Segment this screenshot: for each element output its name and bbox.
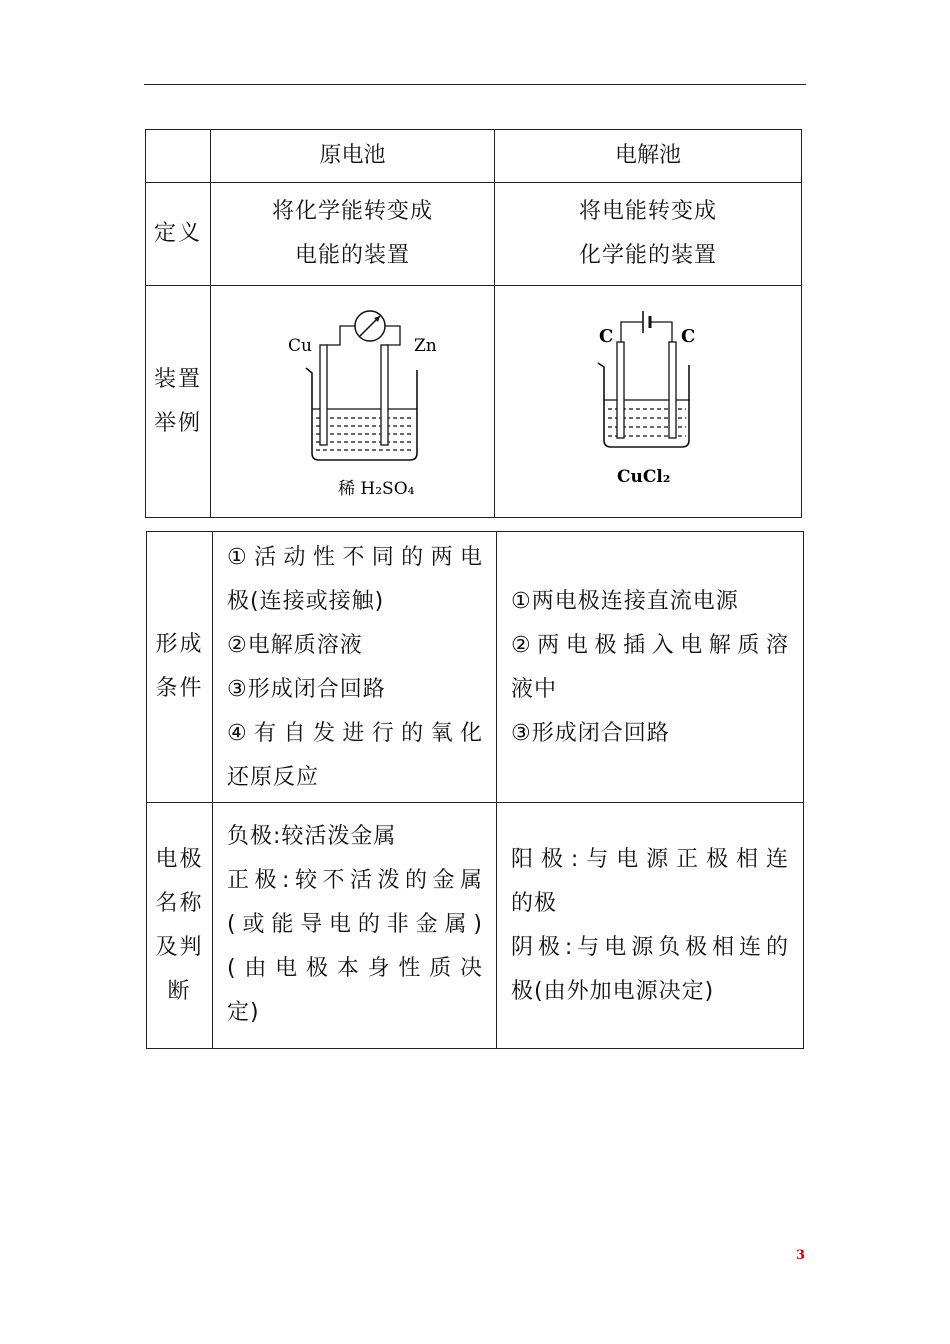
battery-icon <box>643 311 650 333</box>
electrodes-galvanic: 负极:较活泼金属 正极:较不活泼的金属 (或能导电的非金属) (由电极本身性质决 定) <box>227 824 483 1025</box>
conditions-galvanic: ①活动性不同的两电 极(连接或接触) ②电解质溶液 ③形成闭合回路 ④有自发进行的氧化 还原反应 <box>227 545 483 790</box>
galvanic-cell-diagram <box>266 300 466 510</box>
caption-dilute-h2so4: 稀 H₂SO₄ <box>338 479 415 499</box>
row-label-definition: 定义 <box>153 221 202 246</box>
header-galvanic-cell: 原电池 <box>319 143 386 168</box>
ammeter-icon <box>355 311 385 341</box>
definition-electrolytic: 将电能转变成 化学能的装置 <box>578 199 717 268</box>
zn-electrode <box>381 345 388 445</box>
row-label-conditions: 形成 条件 <box>155 632 204 701</box>
row-label-example: 装置 举例 <box>153 367 202 436</box>
caption-cucl2: CuCl₂ <box>617 467 671 487</box>
electrodes-electrolytic: 阳极:与电源正极相连 的极 阴极:与电源负极相连的 极(由外加电源决定) <box>511 847 789 1004</box>
carbon-electrode-right <box>669 342 676 438</box>
page-number: 3 <box>796 1248 806 1263</box>
row-label-electrodes: 电极 名称 及判 断 <box>155 847 204 1004</box>
label-c-right: C <box>681 326 696 347</box>
label-cu: Cu <box>288 336 312 356</box>
comparison-table-bottom <box>146 531 804 1049</box>
definition-galvanic: 将化学能转变成 电能的装置 <box>271 199 433 268</box>
comparison-table-top <box>145 129 802 518</box>
carbon-electrode-left <box>617 342 624 438</box>
cu-electrode <box>320 345 327 445</box>
header-rule <box>144 84 806 85</box>
electrolytic-cell-diagram <box>586 300 736 500</box>
header-electrolytic-cell: 电解池 <box>614 143 681 168</box>
conditions-electrolytic: ①两电极连接直流电源 ②两电极插入电解质溶 液中 ③形成闭合回路 <box>511 589 789 746</box>
label-zn: Zn <box>414 336 437 356</box>
label-c-left: C <box>599 326 614 347</box>
